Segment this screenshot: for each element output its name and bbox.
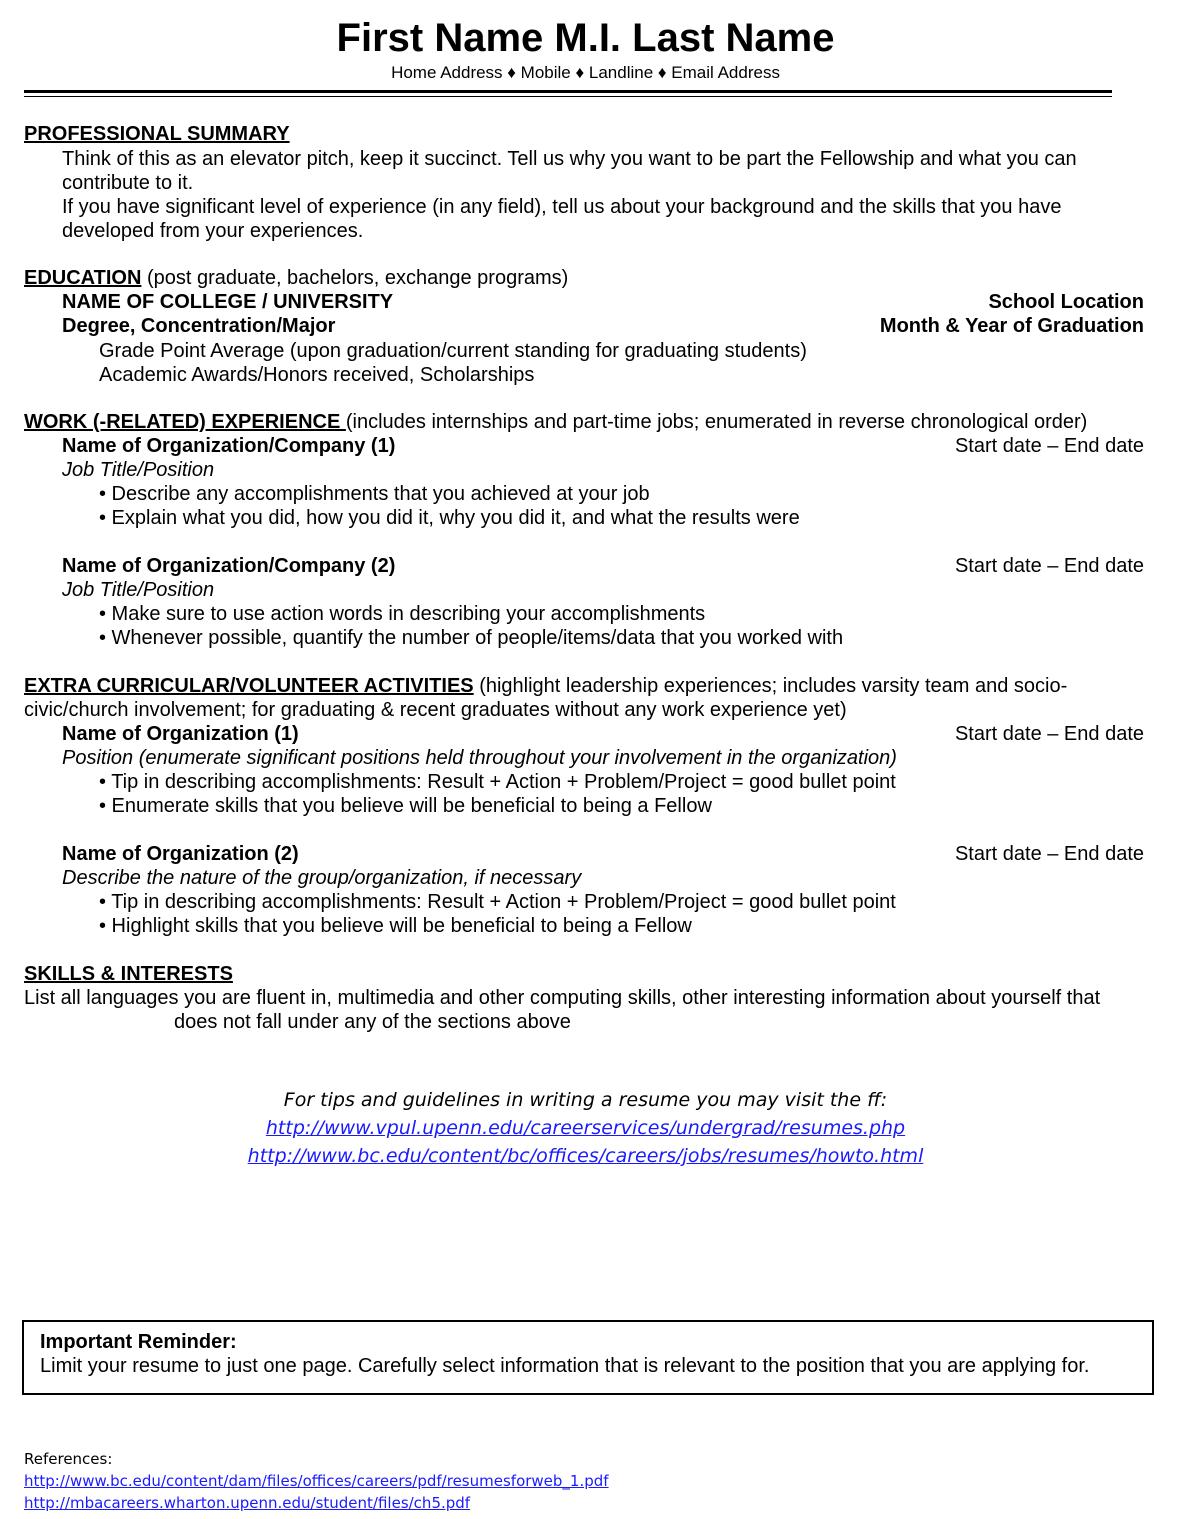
reference-link-wrap <box>24 1492 470 1514</box>
work-org: Name of Organization/Company (1) <box>62 435 396 457</box>
extra-note-cont: civic/church involvement; for graduating & recent graduates without any work experience yet) <box>24 699 847 721</box>
header-rule-thick <box>24 90 1112 93</box>
work-heading-line <box>24 410 1087 434</box>
reference-link-wrap <box>24 1470 609 1492</box>
full-name: First Name M.I. Last Name <box>336 16 835 60</box>
summary-line: developed from your experiences. <box>62 220 364 242</box>
work-org: Name of Organization/Company (2) <box>62 555 396 577</box>
contact-line: Home Address ♦ Mobile ♦ Landline ♦ Email Address <box>391 63 780 82</box>
tips-link-bc[interactable]: http://www.bc.edu/content/bc/offices/careers/jobs/resumes/howto.html <box>247 1145 924 1167</box>
work-title: Job Title/Position <box>62 579 215 601</box>
summary-heading: PROFESSIONAL SUMMARY <box>24 123 290 145</box>
summary-line: contribute to it. <box>62 172 194 194</box>
tips-link-wrap <box>0 1142 1171 1170</box>
tips-intro: For tips and guidelines in writing a resume you may visit the ff: <box>283 1089 888 1111</box>
work-bullet: • Make sure to use action words in describing your accomplishments <box>99 603 706 625</box>
summary-line: If you have significant level of experience (in any field), tell us about your background and the skills that you have <box>62 196 1062 218</box>
extra-org: Name of Organization (1) <box>62 723 299 745</box>
work-dates: Start date – End date <box>954 435 1144 457</box>
graduation-date: Month & Year of Graduation <box>879 315 1144 337</box>
extra-org: Name of Organization (2) <box>62 843 299 865</box>
college-name: NAME OF COLLEGE / UNIVERSITY <box>62 291 394 313</box>
work-bullet: • Whenever possible, quantify the number of people/items/data that you worked with <box>99 627 844 649</box>
header-rule-thin <box>24 96 1112 97</box>
work-heading: WORK (-RELATED) EXPERIENCE <box>24 411 346 433</box>
school-location: School Location <box>988 291 1144 313</box>
tips-link-vpul[interactable]: http://www.vpul.upenn.edu/careerservices/undergrad/resumes.php <box>265 1117 906 1139</box>
reminder-title: Important Reminder: <box>40 1331 237 1353</box>
extra-title: Position (enumerate significant positions held throughout your involvement in the organization) <box>62 747 897 769</box>
reference-link-wharton[interactable]: http://mbacareers.wharton.upenn.edu/student/files/ch5.pdf <box>24 1494 471 1512</box>
extra-dates: Start date – End date <box>954 843 1144 865</box>
extra-note: (highlight leadership experiences; includes varsity team and socio- <box>473 675 1068 697</box>
extra-bullet: • Enumerate skills that you believe will be beneficial to being a Fellow <box>99 795 712 817</box>
extra-bullet: • Tip in describing accomplishments: Result + Action + Problem/Project = good bullet point <box>99 891 896 913</box>
tips-link-wrap <box>0 1114 1171 1142</box>
skills-line: List all languages you are fluent in, multimedia and other computing skills, other interesting information about yourself that <box>24 987 1101 1009</box>
extra-dates: Start date – End date <box>954 723 1144 745</box>
work-bullet: • Describe any accomplishments that you achieved at your job <box>99 483 650 505</box>
skills-heading: SKILLS & INTERESTS <box>24 963 233 985</box>
reminder-box <box>22 1320 1154 1395</box>
education-heading: EDUCATION <box>24 267 142 289</box>
reference-link-bc[interactable]: http://www.bc.edu/content/dam/files/offices/careers/pdf/resumesforweb_1.pdf <box>24 1472 609 1490</box>
extra-heading-line <box>24 674 1067 698</box>
references-label: References: <box>24 1450 113 1468</box>
skills-line: does not fall under any of the sections above <box>174 1011 571 1033</box>
extra-bullet: • Tip in describing accomplishments: Result + Action + Problem/Project = good bullet point <box>99 771 896 793</box>
work-note: (includes internships and part-time jobs; enumerated in reverse chronological order) <box>345 411 1088 433</box>
education-heading-line <box>24 266 568 290</box>
work-dates: Start date – End date <box>954 555 1144 577</box>
work-bullet: • Explain what you did, how you did it, why you did it, and what the results were <box>99 507 800 529</box>
reminder-text: Limit your resume to just one page. Carefully select information that is relevant to the position that you are applying for. <box>40 1355 1090 1377</box>
education-note: (post graduate, bachelors, exchange programs) <box>141 267 569 289</box>
education-detail: Grade Point Average (upon graduation/current standing for graduating students) <box>99 340 807 362</box>
summary-line: Think of this as an elevator pitch, keep it succinct. Tell us why you want to be part the Fellowship and what you can <box>62 148 1077 170</box>
extra-title: Describe the nature of the group/organization, if necessary <box>62 867 582 889</box>
education-detail: Academic Awards/Honors received, Scholarships <box>99 364 535 386</box>
work-title: Job Title/Position <box>62 459 215 481</box>
extra-bullet: • Highlight skills that you believe will be beneficial to being a Fellow <box>99 915 692 937</box>
extra-heading: EXTRA CURRICULAR/VOLUNTEER ACTIVITIES <box>24 675 474 697</box>
degree: Degree, Concentration/Major <box>62 315 336 337</box>
